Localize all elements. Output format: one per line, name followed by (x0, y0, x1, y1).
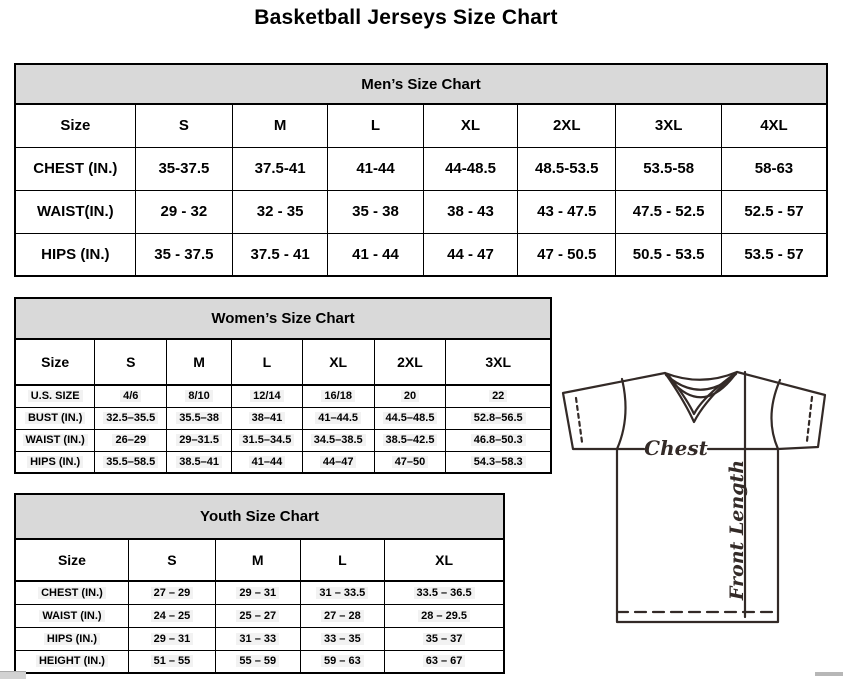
youth-cell-text: 29 – 31 (236, 587, 279, 599)
mens-cell (616, 190, 722, 233)
womens-cell-text: 41–44 (249, 456, 286, 468)
mens-cell-text: 38 - 43 (447, 203, 494, 220)
womens-cell (374, 407, 446, 429)
mens-cell (135, 190, 232, 233)
chest-label: Chest (644, 436, 708, 460)
mens-header-row (15, 104, 827, 147)
womens-cell-text: 31.5–34.5 (239, 434, 294, 446)
mens-row-label-text: WAIST(IN.) (37, 203, 114, 220)
womens-cell-text: 44.5–48.5 (383, 412, 438, 424)
womens-row (15, 451, 551, 473)
jersey-diagram (556, 362, 832, 628)
mens-row-label (15, 233, 135, 276)
womens-col-header: 3XL (446, 339, 551, 385)
mens-cell (518, 147, 616, 190)
youth-row-label (15, 627, 128, 650)
mens-col-header: Size (15, 104, 135, 147)
womens-row-label (15, 407, 95, 429)
jersey-illustration (556, 362, 832, 628)
mens-col-header: 4XL (721, 104, 827, 147)
womens-cell (374, 429, 446, 451)
womens-cell-text: 46.8–50.3 (471, 434, 526, 446)
mens-cell-text: 43 - 47.5 (537, 203, 597, 220)
mens-cell (233, 233, 328, 276)
womens-cell-text: 52.8–56.5 (471, 412, 526, 424)
youth-row-label (15, 581, 128, 604)
mens-row (15, 190, 827, 233)
womens-row-label (15, 385, 95, 407)
womens-row (15, 385, 551, 407)
mens-cell-text: 52.5 - 57 (744, 203, 804, 220)
mens-cell (721, 233, 827, 276)
mens-cell (135, 147, 232, 190)
youth-row (15, 581, 504, 604)
womens-cell (232, 451, 303, 473)
mens-cell-text: 44 - 47 (447, 245, 494, 263)
youth-row (15, 650, 504, 673)
youth-col-header: L (300, 539, 385, 581)
youth-row (15, 627, 504, 650)
mens-cell-text: 58-63 (754, 160, 794, 177)
mens-row-label-text: HIPS (IN.) (41, 245, 110, 263)
mens-cell (616, 233, 722, 276)
mens-cell (233, 147, 328, 190)
mens-cell-text: 48.5-53.5 (535, 160, 599, 177)
mens-cell (423, 147, 517, 190)
youth-cell (385, 627, 504, 650)
youth-cell (385, 581, 504, 604)
womens-cell-text: 35.5–58.5 (103, 456, 158, 468)
youth-cell (215, 581, 300, 604)
womens-table-title: Women’s Size Chart (15, 298, 551, 339)
youth-cell (215, 650, 300, 673)
mens-cell-text: 53.5 - 57 (744, 245, 804, 263)
youth-cell-text: 35 – 37 (423, 633, 466, 645)
mens-col-header: S (135, 104, 232, 147)
youth-col-header: M (215, 539, 300, 581)
womens-cell (95, 385, 167, 407)
womens-col-header: L (232, 339, 303, 385)
womens-cell (167, 429, 232, 451)
mens-cell-text: 35 - 37.5 (154, 245, 214, 263)
mens-cell-text: 50.5 - 53.5 (632, 245, 705, 263)
womens-cell-text: 38.5–42.5 (383, 434, 438, 446)
mens-row-label (15, 147, 135, 190)
youth-row-label-text: HEIGHT (IN.) (36, 655, 108, 667)
youth-cell (300, 604, 385, 627)
womens-cell-text: 44–47 (320, 456, 357, 468)
womens-row (15, 407, 551, 429)
womens-row-label (15, 429, 95, 451)
mens-table-title: Men’s Size Chart (15, 64, 827, 104)
mens-cell (423, 233, 517, 276)
youth-cell (128, 581, 215, 604)
mens-cell-text: 37.5 - 41 (250, 245, 310, 263)
youth-row-label (15, 650, 128, 673)
mens-col-header: 3XL (616, 104, 722, 147)
mens-cell-text: 41-44 (356, 160, 395, 177)
mens-cell-text: 47.5 - 52.5 (632, 203, 705, 220)
womens-col-header: Size (15, 339, 95, 385)
youth-cell (215, 604, 300, 627)
womens-row-label-text: U.S. SIZE (28, 390, 83, 402)
womens-cell-text: 12/14 (250, 390, 284, 402)
youth-header-row (15, 539, 504, 581)
youth-size-table (14, 493, 505, 674)
youth-cell (385, 650, 504, 673)
mens-cell (328, 147, 424, 190)
youth-cell-text: 55 – 59 (236, 655, 279, 667)
youth-col-header: Size (15, 539, 128, 581)
page-title: Basketball Jerseys Size Chart (254, 6, 558, 29)
mens-cell (233, 190, 328, 233)
mens-row (15, 147, 827, 190)
womens-col-header: M (167, 339, 232, 385)
womens-cell (446, 429, 551, 451)
womens-cell (95, 429, 167, 451)
womens-cell (232, 429, 303, 451)
youth-cell (300, 581, 385, 604)
womens-col-header: XL (302, 339, 374, 385)
crop-artifact-right (815, 672, 843, 676)
youth-cell-text: 63 – 67 (423, 655, 466, 667)
womens-cell-text: 4/6 (120, 390, 141, 402)
youth-cell (128, 627, 215, 650)
youth-cell-text: 31 – 33.5 (316, 587, 368, 599)
womens-row-label-text: HIPS (IN.) (27, 456, 83, 468)
womens-cell-text: 54.3–58.3 (471, 456, 526, 468)
mens-col-header: L (328, 104, 424, 147)
womens-row-label (15, 451, 95, 473)
youth-cell (128, 650, 215, 673)
crop-artifact-left (0, 671, 26, 679)
mens-cell (423, 190, 517, 233)
womens-cell-text: 47–50 (392, 456, 429, 468)
youth-cell (300, 627, 385, 650)
womens-cell (446, 407, 551, 429)
womens-row-label-text: BUST (IN.) (25, 412, 85, 424)
youth-cell-text: 25 – 27 (236, 610, 279, 622)
youth-col-header: XL (385, 539, 504, 581)
womens-cell-text: 41–44.5 (315, 412, 361, 424)
womens-cell (446, 451, 551, 473)
jersey-outline (563, 372, 825, 622)
youth-row-label-text: CHEST (IN.) (38, 587, 106, 599)
mens-cell-text: 47 - 50.5 (537, 245, 597, 263)
youth-cell-text: 24 – 25 (151, 610, 194, 622)
womens-cell (446, 385, 551, 407)
youth-cell-text: 31 – 33 (236, 633, 279, 645)
mens-cell-text: 35-37.5 (158, 160, 210, 177)
womens-cell-text: 38–41 (249, 412, 286, 424)
womens-cell (167, 407, 232, 429)
womens-cell-text: 20 (401, 390, 419, 402)
womens-size-table (14, 297, 552, 474)
youth-cell-text: 59 – 63 (321, 655, 364, 667)
womens-cell (374, 451, 446, 473)
mens-cell-text: 41 - 44 (352, 245, 399, 263)
womens-cell-text: 8/10 (185, 390, 212, 402)
youth-cell-text: 27 – 29 (151, 587, 194, 599)
youth-row-label-text: HIPS (IN.) (44, 633, 100, 645)
youth-cell (215, 627, 300, 650)
youth-cell (300, 650, 385, 673)
mens-col-header: XL (423, 104, 517, 147)
youth-row (15, 604, 504, 627)
mens-size-table (14, 63, 828, 277)
youth-cell-text: 33 – 35 (321, 633, 364, 645)
mens-cell-text: 29 - 32 (160, 203, 208, 220)
mens-cell-text: 37.5-41 (254, 160, 306, 177)
womens-header-row (15, 339, 551, 385)
mens-cell-text: 44-48.5 (445, 160, 496, 177)
womens-cell (302, 451, 374, 473)
womens-cell (232, 385, 303, 407)
mens-cell (518, 233, 616, 276)
womens-row (15, 429, 551, 451)
womens-cell (302, 385, 374, 407)
youth-cell-text: 33.5 – 36.5 (414, 587, 475, 599)
mens-cell (328, 233, 424, 276)
youth-cell-text: 27 – 28 (321, 610, 364, 622)
womens-col-header: S (95, 339, 167, 385)
womens-cell-text: 29–31.5 (176, 434, 222, 446)
youth-cell-text: 51 – 55 (151, 655, 194, 667)
womens-cell (95, 451, 167, 473)
front-length-label: Front Length (726, 459, 748, 601)
mens-row-label (15, 190, 135, 233)
youth-cell-text: 29 – 31 (151, 633, 194, 645)
womens-cell (167, 451, 232, 473)
womens-cell (167, 385, 232, 407)
youth-cell (128, 604, 215, 627)
youth-row-label (15, 604, 128, 627)
womens-cell (232, 407, 303, 429)
mens-col-header: 2XL (518, 104, 616, 147)
womens-row-label-text: WAIST (IN.) (23, 434, 88, 446)
mens-cell (721, 190, 827, 233)
mens-cell (721, 147, 827, 190)
womens-col-header: 2XL (374, 339, 446, 385)
youth-row-label-text: WAIST (IN.) (39, 610, 104, 622)
mens-cell (328, 190, 424, 233)
womens-cell-text: 34.5–38.5 (311, 434, 366, 446)
womens-cell (302, 429, 374, 451)
mens-cell-text: 53.5-58 (643, 160, 695, 177)
womens-cell-text: 26–29 (112, 434, 149, 446)
womens-cell-text: 35.5–38 (176, 412, 222, 424)
youth-col-header: S (128, 539, 215, 581)
mens-cell (616, 147, 722, 190)
mens-row (15, 233, 827, 276)
womens-cell-text: 22 (489, 390, 507, 402)
mens-cell (518, 190, 616, 233)
womens-cell-text: 32.5–35.5 (103, 412, 158, 424)
youth-table-title: Youth Size Chart (15, 494, 504, 539)
mens-col-header: M (233, 104, 328, 147)
mens-row-label-text: CHEST (IN.) (33, 160, 118, 177)
youth-cell-text: 28 – 29.5 (418, 610, 470, 622)
womens-cell (95, 407, 167, 429)
womens-cell-text: 16/18 (321, 390, 355, 402)
mens-cell (135, 233, 232, 276)
womens-cell-text: 38.5–41 (176, 456, 222, 468)
youth-cell (385, 604, 504, 627)
womens-cell (302, 407, 374, 429)
mens-cell-text: 32 - 35 (256, 203, 304, 220)
womens-cell (374, 385, 446, 407)
mens-cell-text: 35 - 38 (352, 203, 399, 220)
